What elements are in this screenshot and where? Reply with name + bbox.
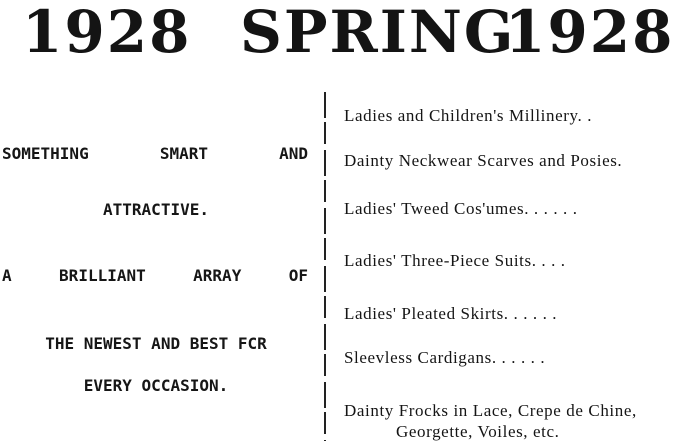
headline-year-right: 1928 [505, 0, 675, 66]
headline-year-left: 1928 [22, 0, 192, 66]
item-frocks [344, 400, 700, 442]
column-divider [324, 92, 326, 441]
promo-line-3: A BRILLIANT ARRAY OF [2, 266, 308, 285]
item-neckwear: Dainty Neckwear Scarves and Posies. [344, 151, 623, 170]
headline [0, 0, 700, 70]
item-millinery: Ladies and Children's Millinery. . [344, 106, 593, 125]
promo-line-1: SOMETHING SMART AND [2, 144, 308, 163]
item-frocks-line2: Georgette, Voiles, etc. [396, 422, 560, 441]
item-frocks-line1: Dainty Frocks in Lace, Crepe de Chine, [344, 401, 637, 420]
promo-line-2: ATTRACTIVE. [103, 200, 209, 219]
item-pleated-skirts: Ladies' Pleated Skirts. . . . . . [344, 304, 558, 323]
headline-season: SPRING [240, 0, 516, 66]
item-tweed-costumes: Ladies' Tweed Cos'umes. . . . . . [344, 199, 578, 218]
promo-line-5: EVERY OCCASION. [83, 376, 229, 395]
promo-line-4: THE NEWEST AND BEST FCR [45, 334, 267, 353]
item-three-piece-suits: Ladies' Three-Piece Suits. . . . [344, 251, 566, 270]
item-cardigans: Sleevless Cardigans. . . . . . [344, 348, 546, 367]
